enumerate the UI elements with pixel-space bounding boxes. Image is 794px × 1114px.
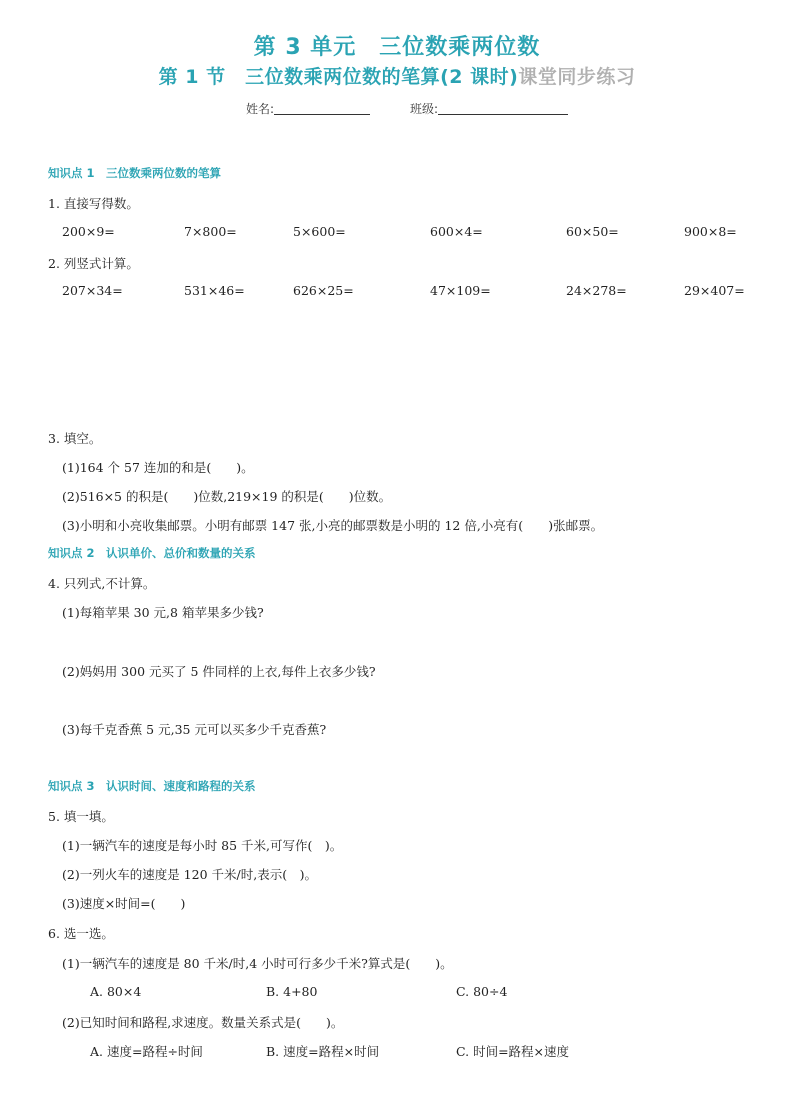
section-title-sub: 课堂同步练习 <box>518 66 636 88</box>
q3-item: (1)164 个 57 连加的和是( )。 <box>62 460 254 475</box>
class-field <box>410 100 568 117</box>
q2-item: 626×25= <box>293 283 354 298</box>
name-label: 姓名: <box>246 102 275 116</box>
unit-title: 第 3 单元 三位数乘两位数 <box>253 35 541 60</box>
q2-item: 207×34= <box>62 283 123 298</box>
question-1-prompt: 1. 直接写得数。 <box>48 196 139 211</box>
knowledge-point-3-title: 知识点 3 认识时间、速度和路程的关系 <box>48 779 256 793</box>
q6-sub1-option-b: B. 4+80 <box>266 984 318 999</box>
q2-item: 24×278= <box>566 283 627 298</box>
name-blank[interactable] <box>274 102 370 115</box>
q5-item: (2)一列火车的速度是 120 千米/时,表示( )。 <box>62 867 317 882</box>
q4-item: (3)每千克香蕉 5 元,35 元可以买多少千克香蕉? <box>62 722 327 737</box>
q6-sub1-option-a: A. 80×4 <box>90 984 142 999</box>
q1-item: 60×50= <box>566 224 619 239</box>
section-title <box>0 62 794 89</box>
name-field <box>246 100 370 117</box>
class-label: 班级: <box>410 102 439 116</box>
question-4-prompt: 4. 只列式,不计算。 <box>48 576 156 591</box>
class-blank[interactable] <box>438 102 568 115</box>
q6-sub2-text: (2)已知时间和路程,求速度。数量关系式是( )。 <box>62 1015 344 1030</box>
q4-item: (2)妈妈用 300 元买了 5 件同样的上衣,每件上衣多少钱? <box>62 664 376 679</box>
q6-sub2-option-a: A. 速度=路程÷时间 <box>90 1044 203 1059</box>
question-3-prompt: 3. 填空。 <box>48 431 102 446</box>
q1-item: 200×9= <box>62 224 115 239</box>
knowledge-point-2-title: 知识点 2 认识单价、总价和数量的关系 <box>48 546 256 560</box>
q6-sub1-text: (1)一辆汽车的速度是 80 千米/时,4 小时可行多少千米?算式是( )。 <box>62 956 453 971</box>
q5-item: (1)一辆汽车的速度是每小时 85 千米,可写作( )。 <box>62 838 343 853</box>
question-5-prompt: 5. 填一填。 <box>48 809 114 824</box>
q3-item: (2)516×5 的积是( )位数,219×19 的积是( )位数。 <box>62 489 392 504</box>
q1-item: 7×800= <box>184 224 237 239</box>
q3-item: (3)小明和小亮收集邮票。小明有邮票 147 张,小亮的邮票数是小明的 12 倍,小亮有( )张邮票。 <box>62 518 604 533</box>
q5-item: (3)速度×时间=( ) <box>62 896 186 911</box>
q6-sub2-option-c: C. 时间=路程×速度 <box>456 1044 570 1059</box>
section-title-main: 第 1 节 三位数乘两位数的笔算(2 课时) <box>158 66 519 88</box>
knowledge-point-1-title: 知识点 1 三位数乘两位数的笔算 <box>48 166 222 180</box>
q2-item: 29×407= <box>684 283 745 298</box>
q6-sub1-option-c: C. 80÷4 <box>456 984 508 999</box>
q2-item: 531×46= <box>184 283 245 298</box>
question-6-prompt: 6. 选一选。 <box>48 926 114 941</box>
q1-item: 5×600= <box>293 224 346 239</box>
q1-item: 900×8= <box>684 224 737 239</box>
q6-sub2-option-b: B. 速度=路程×时间 <box>266 1044 380 1059</box>
q4-item: (1)每箱苹果 30 元,8 箱苹果多少钱? <box>62 605 264 620</box>
q2-item: 47×109= <box>430 283 491 298</box>
q1-item: 600×4= <box>430 224 483 239</box>
question-2-prompt: 2. 列竖式计算。 <box>48 256 139 271</box>
